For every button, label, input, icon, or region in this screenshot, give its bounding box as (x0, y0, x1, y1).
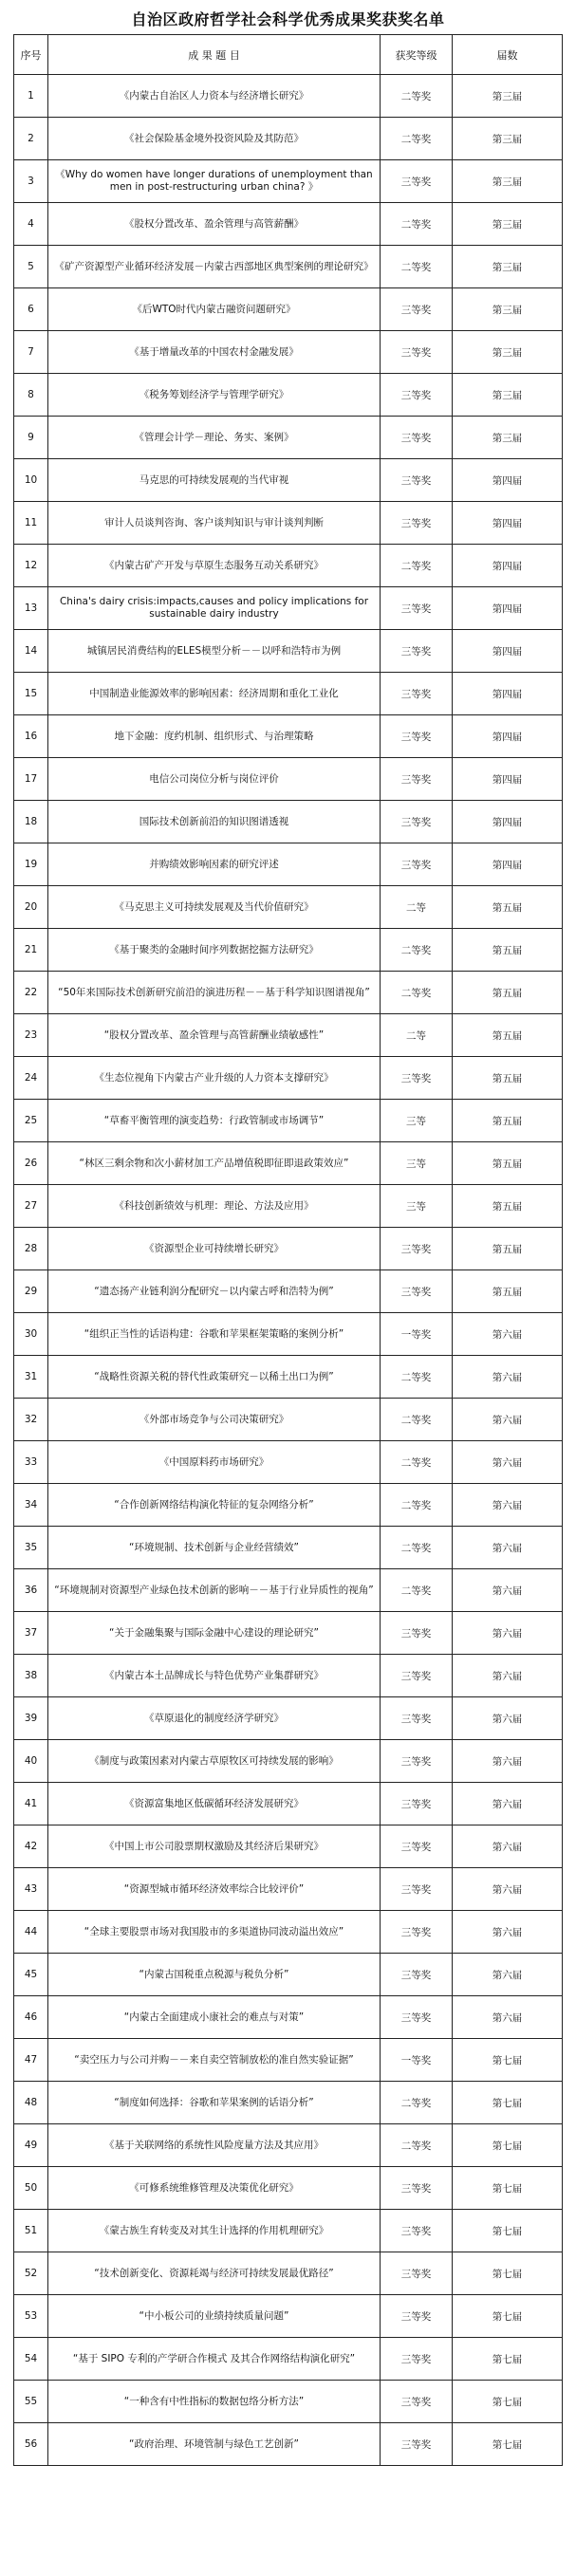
row-award-level: 三等奖 (381, 2295, 453, 2338)
row-session: 第六届 (453, 1740, 563, 1783)
row-index: 29 (14, 1270, 48, 1313)
row-award-level: 一等奖 (381, 1313, 453, 1356)
row-index: 34 (14, 1484, 48, 1527)
table-row (14, 1825, 563, 1868)
table-row (14, 246, 563, 288)
row-session: 第七届 (453, 2423, 563, 2466)
row-topic: “一种含有中性指标的数据包络分析方法” (48, 2381, 381, 2423)
row-award-level: 二等 (381, 1014, 453, 1057)
row-index: 56 (14, 2423, 48, 2466)
row-index: 40 (14, 1740, 48, 1783)
table-row (14, 587, 563, 630)
row-session: 第五届 (453, 1142, 563, 1185)
row-index: 15 (14, 673, 48, 715)
row-index: 46 (14, 1996, 48, 2039)
row-index: 21 (14, 929, 48, 972)
table-row (14, 288, 563, 331)
table-row (14, 1612, 563, 1655)
row-session: 第四届 (453, 801, 563, 843)
header-session: 届数 (453, 35, 563, 75)
row-index: 1 (14, 75, 48, 118)
table-row (14, 118, 563, 160)
row-award-level: 三等奖 (381, 587, 453, 630)
row-index: 42 (14, 1825, 48, 1868)
row-award-level: 三等奖 (381, 459, 453, 502)
row-session: 第六届 (453, 1313, 563, 1356)
row-index: 24 (14, 1057, 48, 1100)
row-session: 第六届 (453, 1441, 563, 1484)
row-topic: 《资源型企业可持续增长研究》 (48, 1228, 381, 1270)
row-index: 47 (14, 2039, 48, 2082)
row-award-level: 二等奖 (381, 1441, 453, 1484)
table-body (14, 75, 563, 2466)
row-award-level: 二等奖 (381, 203, 453, 246)
row-topic: 《矿产资源型产业循环经济发展－内蒙古西部地区典型案例的理论研究》 (48, 246, 381, 288)
row-index: 3 (14, 160, 48, 203)
row-index: 44 (14, 1911, 48, 1954)
row-index: 4 (14, 203, 48, 246)
row-topic: “草畜平衡管理的演变趋势：行政管制或市场调节” (48, 1100, 381, 1142)
row-topic: “制度如何选择：谷歌和苹果案例的话语分析” (48, 2082, 381, 2124)
table-row (14, 1228, 563, 1270)
table-row (14, 1996, 563, 2039)
row-topic: 《马克思主义可持续发展观及当代价值研究》 (48, 886, 381, 929)
table-row (14, 972, 563, 1014)
row-award-level: 三等奖 (381, 2210, 453, 2252)
table-row (14, 1783, 563, 1825)
header-award-level: 获奖等级 (381, 35, 453, 75)
table-row (14, 203, 563, 246)
header-row (14, 35, 563, 75)
row-index: 10 (14, 459, 48, 502)
row-award-level: 二等奖 (381, 1356, 453, 1399)
row-award-level: 二等奖 (381, 1527, 453, 1569)
row-index: 2 (14, 118, 48, 160)
row-index: 22 (14, 972, 48, 1014)
row-session: 第六届 (453, 1527, 563, 1569)
row-award-level: 三等奖 (381, 673, 453, 715)
row-award-level: 三等奖 (381, 801, 453, 843)
row-session: 第七届 (453, 2210, 563, 2252)
row-topic: 并购绩效影响因素的研究评述 (48, 843, 381, 886)
row-session: 第三届 (453, 417, 563, 459)
row-session: 第四届 (453, 715, 563, 758)
row-session: 第三届 (453, 331, 563, 374)
row-topic: 《税务筹划经济学与管理学研究》 (48, 374, 381, 417)
row-index: 28 (14, 1228, 48, 1270)
table-row (14, 1954, 563, 1996)
row-index: 23 (14, 1014, 48, 1057)
row-session: 第六届 (453, 1911, 563, 1954)
row-award-level: 二等奖 (381, 1484, 453, 1527)
table-row (14, 1142, 563, 1185)
row-award-level: 二等奖 (381, 929, 453, 972)
table-row (14, 929, 563, 972)
row-award-level: 二等奖 (381, 972, 453, 1014)
row-index: 12 (14, 545, 48, 587)
row-award-level: 三等奖 (381, 2167, 453, 2210)
row-index: 17 (14, 758, 48, 801)
row-topic: 《制度与政策因素对内蒙古草原牧区可持续发展的影响》 (48, 1740, 381, 1783)
table-row (14, 2252, 563, 2295)
row-topic: 《中国原料药市场研究》 (48, 1441, 381, 1484)
row-award-level: 二等奖 (381, 2082, 453, 2124)
row-award-level: 三等奖 (381, 2381, 453, 2423)
row-topic: “战略性资源关税的替代性政策研究－以稀土出口为例” (48, 1356, 381, 1399)
row-session: 第三届 (453, 203, 563, 246)
row-index: 13 (14, 587, 48, 630)
row-topic: “基于 SIPO 专利的产学研合作模式 及其合作网络结构演化研究” (48, 2338, 381, 2381)
table-row (14, 2167, 563, 2210)
table-row (14, 715, 563, 758)
row-session: 第六届 (453, 1356, 563, 1399)
row-award-level: 三等奖 (381, 758, 453, 801)
header-index: 序号 (14, 35, 48, 75)
table-row (14, 630, 563, 673)
row-index: 52 (14, 2252, 48, 2295)
row-session: 第六届 (453, 1825, 563, 1868)
row-index: 8 (14, 374, 48, 417)
row-index: 7 (14, 331, 48, 374)
row-topic: China's dairy crisis:impacts,causes and policy implications for sustainable dairy industry (48, 587, 381, 630)
row-topic: 地下金融：度约机制、组织形式、与治理策略 (48, 715, 381, 758)
row-topic: 《内蒙古自治区人力资本与经济增长研究》 (48, 75, 381, 118)
row-session: 第三届 (453, 75, 563, 118)
row-award-level: 三等 (381, 1100, 453, 1142)
row-session: 第五届 (453, 1057, 563, 1100)
row-index: 36 (14, 1569, 48, 1612)
table-row (14, 1868, 563, 1911)
row-topic: “股权分置改革、盈余管理与高管薪酬业绩敏感性” (48, 1014, 381, 1057)
table-row (14, 1270, 563, 1313)
row-topic: “技术创新变化、资源耗竭与经济可持续发展最优路径” (48, 2252, 381, 2295)
row-index: 16 (14, 715, 48, 758)
row-session: 第六届 (453, 1783, 563, 1825)
row-topic: 《Why do women have longer durations of unemployment than men in post-restructuring urban china? 》 (48, 160, 381, 203)
row-session: 第三届 (453, 288, 563, 331)
row-index: 41 (14, 1783, 48, 1825)
row-award-level: 三等奖 (381, 1996, 453, 2039)
row-session: 第五届 (453, 1014, 563, 1057)
row-award-level: 二等 (381, 886, 453, 929)
award-table (13, 34, 563, 2466)
row-session: 第六届 (453, 1697, 563, 1740)
table-row (14, 1100, 563, 1142)
table-row (14, 2381, 563, 2423)
page-title: 自治区政府哲学社会科学优秀成果奖获奖名单 (131, 10, 445, 28)
row-session: 第四届 (453, 545, 563, 587)
row-award-level: 三等奖 (381, 1697, 453, 1740)
row-index: 27 (14, 1185, 48, 1228)
row-award-level: 三等奖 (381, 417, 453, 459)
row-topic: “内蒙古国税重点税源与税负分析” (48, 1954, 381, 1996)
row-session: 第四届 (453, 502, 563, 545)
row-award-level: 三等奖 (381, 715, 453, 758)
row-award-level: 二等奖 (381, 246, 453, 288)
row-session: 第七届 (453, 2338, 563, 2381)
row-index: 11 (14, 502, 48, 545)
table-row (14, 1356, 563, 1399)
row-index: 5 (14, 246, 48, 288)
table-row (14, 1399, 563, 1441)
row-award-level: 二等奖 (381, 1569, 453, 1612)
row-award-level: 三等奖 (381, 331, 453, 374)
row-topic: 《后WTO时代内蒙古融资问题研究》 (48, 288, 381, 331)
table-row (14, 1655, 563, 1697)
row-session: 第五届 (453, 1185, 563, 1228)
row-award-level: 二等奖 (381, 545, 453, 587)
table-row (14, 1185, 563, 1228)
row-session: 第六届 (453, 1996, 563, 2039)
row-session: 第四届 (453, 630, 563, 673)
row-index: 45 (14, 1954, 48, 1996)
row-award-level: 三等奖 (381, 374, 453, 417)
row-index: 50 (14, 2167, 48, 2210)
row-index: 26 (14, 1142, 48, 1185)
row-session: 第六届 (453, 1484, 563, 1527)
row-award-level: 三等奖 (381, 1954, 453, 1996)
row-session: 第七届 (453, 2039, 563, 2082)
row-session: 第四届 (453, 587, 563, 630)
row-award-level: 三等奖 (381, 1783, 453, 1825)
row-index: 18 (14, 801, 48, 843)
table-row (14, 2295, 563, 2338)
row-award-level: 三等奖 (381, 288, 453, 331)
row-index: 25 (14, 1100, 48, 1142)
row-index: 43 (14, 1868, 48, 1911)
row-topic: 《社会保险基金境外投资风险及其防范》 (48, 118, 381, 160)
table-row (14, 2338, 563, 2381)
row-index: 48 (14, 2082, 48, 2124)
row-topic: “资源型城市循环经济效率综合比较评价” (48, 1868, 381, 1911)
row-award-level: 三等奖 (381, 1228, 453, 1270)
row-topic: 《蒙古族生育转变及对其生计选择的作用机理研究》 (48, 2210, 381, 2252)
table-row (14, 1484, 563, 1527)
row-topic: 审计人员谈判咨询、客户谈判知识与审计谈判判断 (48, 502, 381, 545)
row-session: 第七届 (453, 2252, 563, 2295)
row-topic: “卖空压力与公司并购－－来自卖空管制放松的准自然实验证据” (48, 2039, 381, 2082)
row-session: 第五届 (453, 1228, 563, 1270)
table-row (14, 758, 563, 801)
row-topic: 电信公司岗位分析与岗位评价 (48, 758, 381, 801)
row-index: 54 (14, 2338, 48, 2381)
table-row (14, 2082, 563, 2124)
row-topic: 《内蒙古本土品牌成长与特色优势产业集群研究》 (48, 1655, 381, 1697)
table-row (14, 459, 563, 502)
row-topic: 《草原退化的制度经济学研究》 (48, 1697, 381, 1740)
table-row (14, 1740, 563, 1783)
row-index: 38 (14, 1655, 48, 1697)
table-row (14, 673, 563, 715)
row-session: 第四届 (453, 459, 563, 502)
row-session: 第四届 (453, 843, 563, 886)
row-award-level: 三等 (381, 1185, 453, 1228)
table-row (14, 1014, 563, 1057)
table-row (14, 1527, 563, 1569)
row-award-level: 二等奖 (381, 2124, 453, 2167)
row-topic: “环境规制、技术创新与企业经营绩效” (48, 1527, 381, 1569)
row-session: 第五届 (453, 1100, 563, 1142)
row-topic: 《中国上市公司股票期权激励及其经济后果研究》 (48, 1825, 381, 1868)
table-row (14, 331, 563, 374)
row-award-level: 三等奖 (381, 630, 453, 673)
table-row (14, 1697, 563, 1740)
row-award-level: 三等奖 (381, 1057, 453, 1100)
row-session: 第三届 (453, 374, 563, 417)
row-index: 51 (14, 2210, 48, 2252)
row-award-level: 二等奖 (381, 1399, 453, 1441)
row-session: 第五届 (453, 972, 563, 1014)
row-index: 32 (14, 1399, 48, 1441)
row-topic: 《资源富集地区低碳循环经济发展研究》 (48, 1783, 381, 1825)
row-session: 第六届 (453, 1612, 563, 1655)
row-topic: 马克思的可持续发展观的当代审视 (48, 459, 381, 502)
row-index: 30 (14, 1313, 48, 1356)
row-index: 14 (14, 630, 48, 673)
row-index: 39 (14, 1697, 48, 1740)
row-topic: 《股权分置改革、盈余管理与高管薪酬》 (48, 203, 381, 246)
row-topic: 《基于增量改革的中国农村金融发展》 (48, 331, 381, 374)
row-topic: 《管理会计学－理论、务实、案例》 (48, 417, 381, 459)
row-session: 第四届 (453, 758, 563, 801)
row-topic: “组织正当性的话语构建：谷歌和苹果框架策略的案例分析” (48, 1313, 381, 1356)
row-session: 第七届 (453, 2295, 563, 2338)
row-topic: 《生态位视角下内蒙古产业升级的人力资本支撑研究》 (48, 1057, 381, 1100)
row-award-level: 三等奖 (381, 2252, 453, 2295)
row-award-level: 三等奖 (381, 1270, 453, 1313)
row-topic: “林区三剩余物和次小薪材加工产品增值税即征即退政策效应” (48, 1142, 381, 1185)
table-row (14, 1569, 563, 1612)
row-session: 第六届 (453, 1954, 563, 1996)
row-award-level: 一等奖 (381, 2039, 453, 2082)
row-session: 第四届 (453, 673, 563, 715)
table-row (14, 2423, 563, 2466)
table-row (14, 801, 563, 843)
row-topic: 中国制造业能源效率的影响因素：经济周期和重化工业化 (48, 673, 381, 715)
row-topic: “环境规制对资源型产业绿色技术创新的影响－－基于行业异质性的视角” (48, 1569, 381, 1612)
row-topic: 《基于聚类的金融时间序列数据挖掘方法研究》 (48, 929, 381, 972)
row-session: 第七届 (453, 2167, 563, 2210)
table-row (14, 417, 563, 459)
row-topic: “关于金融集聚与国际金融中心建设的理论研究” (48, 1612, 381, 1655)
table-header (14, 35, 563, 75)
table-row (14, 1911, 563, 1954)
row-award-level: 三等奖 (381, 1911, 453, 1954)
table-row (14, 2124, 563, 2167)
table-row (14, 374, 563, 417)
row-session: 第七届 (453, 2381, 563, 2423)
row-topic: “合作创新网络结构演化特征的复杂网络分析” (48, 1484, 381, 1527)
row-topic: “中小板公司的业绩持续质量问题” (48, 2295, 381, 2338)
table-row (14, 843, 563, 886)
table-row (14, 545, 563, 587)
row-session: 第三届 (453, 118, 563, 160)
row-topic: 《基于关联网络的系统性风险度量方法及其应用》 (48, 2124, 381, 2167)
row-session: 第五届 (453, 929, 563, 972)
row-award-level: 三等奖 (381, 843, 453, 886)
table-row (14, 160, 563, 203)
row-session: 第六届 (453, 1655, 563, 1697)
row-topic: 城镇居民消费结构的ELES模型分析－－以呼和浩特市为例 (48, 630, 381, 673)
table-row (14, 2210, 563, 2252)
row-award-level: 二等奖 (381, 75, 453, 118)
row-award-level: 三等 (381, 1142, 453, 1185)
row-index: 49 (14, 2124, 48, 2167)
row-award-level: 三等奖 (381, 502, 453, 545)
row-index: 37 (14, 1612, 48, 1655)
row-index: 6 (14, 288, 48, 331)
row-award-level: 三等奖 (381, 1825, 453, 1868)
row-index: 35 (14, 1527, 48, 1569)
row-index: 20 (14, 886, 48, 929)
table-row (14, 502, 563, 545)
table-row (14, 1057, 563, 1100)
row-award-level: 三等奖 (381, 1612, 453, 1655)
table-row (14, 1441, 563, 1484)
row-index: 9 (14, 417, 48, 459)
row-session: 第七届 (453, 2082, 563, 2124)
row-topic: 国际技术创新前沿的知识图谱透视 (48, 801, 381, 843)
header-topic: 成 果 题 目 (48, 35, 381, 75)
row-index: 33 (14, 1441, 48, 1484)
row-session: 第五届 (453, 1270, 563, 1313)
row-index: 55 (14, 2381, 48, 2423)
table-row (14, 886, 563, 929)
row-award-level: 二等奖 (381, 118, 453, 160)
row-award-level: 三等奖 (381, 1740, 453, 1783)
row-award-level: 三等奖 (381, 1868, 453, 1911)
row-topic: 《内蒙古矿产开发与草原生态服务互动关系研究》 (48, 545, 381, 587)
row-session: 第六届 (453, 1569, 563, 1612)
row-topic: 《可修系统维修管理及决策优化研究》 (48, 2167, 381, 2210)
row-session: 第三届 (453, 160, 563, 203)
row-topic: “全球主要股票市场对我国股市的多渠道协同波动溢出效应” (48, 1911, 381, 1954)
row-index: 53 (14, 2295, 48, 2338)
row-topic: “遗态扬产业链利润分配研究－以内蒙古呼和浩特为例” (48, 1270, 381, 1313)
table-row (14, 75, 563, 118)
table-row (14, 1313, 563, 1356)
row-award-level: 三等奖 (381, 1655, 453, 1697)
row-session: 第六届 (453, 1868, 563, 1911)
row-index: 31 (14, 1356, 48, 1399)
row-session: 第三届 (453, 246, 563, 288)
row-index: 19 (14, 843, 48, 886)
row-topic: “50年来国际技术创新研究前沿的演进历程－－基于科学知识图谱视角” (48, 972, 381, 1014)
row-award-level: 三等奖 (381, 2423, 453, 2466)
table-row (14, 2039, 563, 2082)
row-award-level: 三等奖 (381, 2338, 453, 2381)
row-topic: 《外部市场竞争与公司决策研究》 (48, 1399, 381, 1441)
row-award-level: 三等奖 (381, 160, 453, 203)
row-session: 第七届 (453, 2124, 563, 2167)
row-session: 第六届 (453, 1399, 563, 1441)
row-topic: “政府治理、环境管制与绿色工艺创新” (48, 2423, 381, 2466)
row-topic: 《科技创新绩效与机理：理论、方法及应用》 (48, 1185, 381, 1228)
row-session: 第五届 (453, 886, 563, 929)
row-topic: “内蒙古全面建成小康社会的难点与对策” (48, 1996, 381, 2039)
